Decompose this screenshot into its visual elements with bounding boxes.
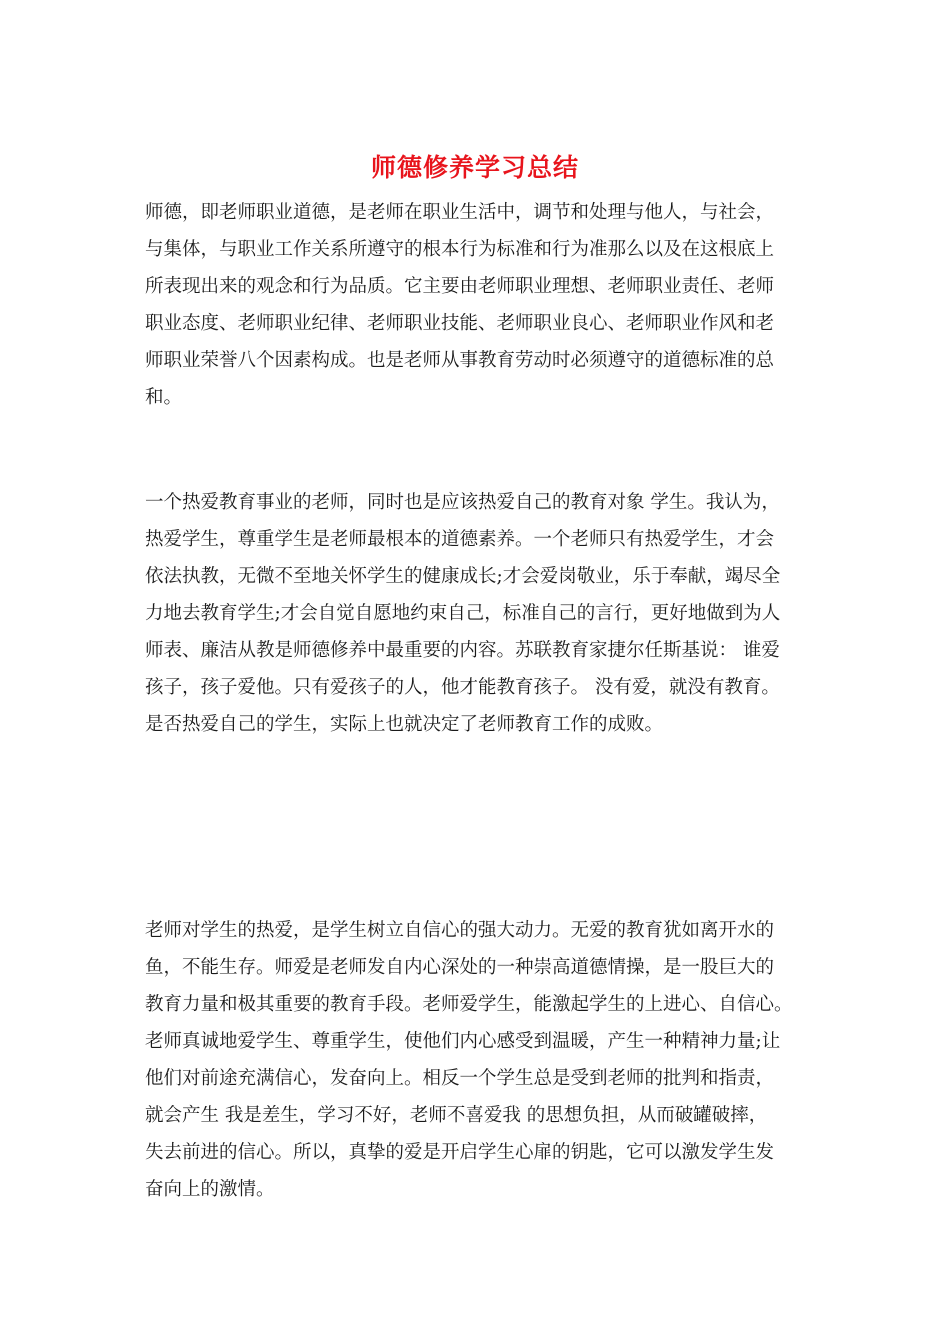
paragraph-line: 职业态度、老师职业纪律、老师职业技能、老师职业良心、老师职业作风和老 [145, 313, 775, 334]
paragraph-line: 师职业荣誉八个因素构成。也是老师从事教育劳动时必须遵守的道德标准的总 [145, 350, 775, 371]
paragraph-line: 和。 [145, 387, 183, 408]
paragraph-definition [145, 194, 805, 416]
paragraph-line: 老师真诚地爱学生、尊重学生，使他们内心感受到温暖，产生一种精神力量;让 [145, 1031, 781, 1052]
paragraph-line: 依法执教，无微不至地关怀学生的健康成长;才会爱岗敬业，乐于奉献，竭尽全 [145, 566, 781, 587]
paragraph-line: 就会产生 我是差生，学习不好，老师不喜爱我 的思想负担，从而破罐破摔， [145, 1105, 768, 1126]
paragraph-love-students [145, 484, 805, 743]
paragraph-line: 一个热爱教育事业的老师，同时也是应该热爱自己的教育对象 学生。我认为， [145, 492, 780, 513]
paragraph-line: 是否热爱自己的学生，实际上也就决定了老师教育工作的成败。 [145, 714, 664, 735]
paragraph-line: 力地去教育学生;才会自觉自愿地约束自己，标准自己的言行，更好地做到为人 [145, 603, 781, 624]
paragraph-line: 他们对前途充满信心，发奋向上。相反一个学生总是受到老师的批判和指责， [145, 1068, 775, 1089]
paragraph-line: 失去前进的信心。所以，真挚的爱是开启学生心扉的钥匙，它可以激发学生发 [145, 1142, 775, 1163]
paragraph-line: 教育力量和极其重要的教育手段。老师爱学生，能激起学生的上进心、自信心。 [145, 994, 793, 1015]
paragraph-line: 老师对学生的热爱，是学生树立自信心的强大动力。无爱的教育犹如离开水的 [145, 920, 775, 941]
paragraph-line: 师表、廉洁从教是师德修养中最重要的内容。苏联教育家捷尔任斯基说： 谁爱 [145, 640, 780, 661]
paragraph-line: 奋向上的激情。 [145, 1179, 275, 1200]
paragraph-line: 鱼，不能生存。师爱是老师发自内心深处的一种崇高道德情操，是一股巨大的 [145, 957, 775, 978]
paragraph-line: 与集体，与职业工作关系所遵守的根本行为标准和行为准那么以及在这根底上 [145, 239, 775, 260]
paragraph-line: 热爱学生，尊重学生是老师最根本的道德素养。一个老师只有热爱学生，才会 [145, 529, 775, 550]
paragraph-line: 所表现出来的观念和行为品质。它主要由老师职业理想、老师职业责任、老师 [145, 276, 775, 297]
paragraph-line: 孩子，孩子爱他。只有爱孩子的人，他才能教育孩子。 没有爱，就没有教育。 [145, 677, 780, 698]
paragraph-line: 师德，即老师职业道德，是老师在职业生活中，调节和处理与他人，与社会， [145, 202, 775, 223]
paragraph-teacher-love [145, 912, 805, 1208]
document-title: 师德修养学习总结 [370, 153, 579, 182]
